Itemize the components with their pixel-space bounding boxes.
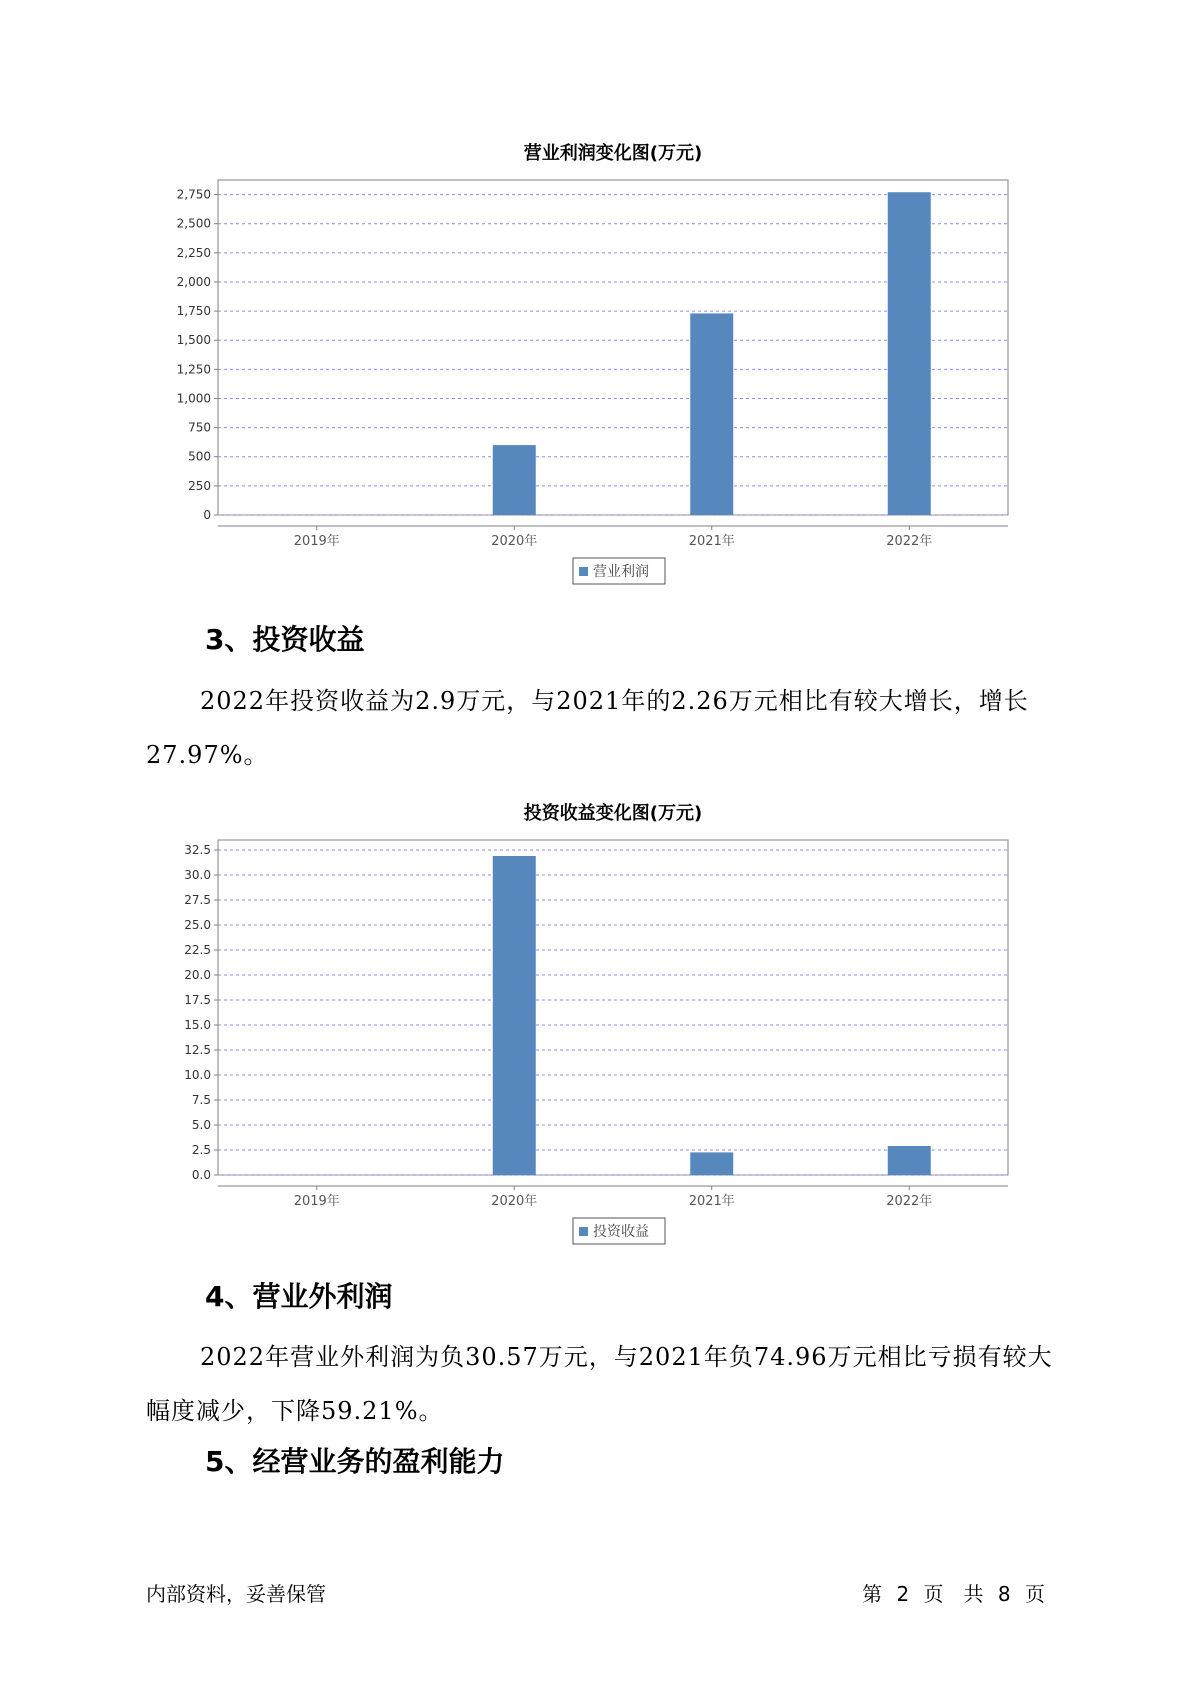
y-tick-label: 30.0 [184,868,211,882]
x-tick-label: 2020年 [491,534,538,549]
operating-profit-chart-svg [0,130,1191,590]
x-tick-label: 2022年 [886,1194,933,1209]
legend-label: 营业利润 [593,564,649,580]
y-tick-label: 17.5 [184,993,211,1007]
page-current: 2 [896,1582,910,1606]
y-tick-label: 25.0 [184,918,211,932]
operating-profit-chart [0,130,1191,590]
x-tick-label: 2019年 [293,1194,340,1209]
x-tick-label: 2020年 [491,1194,538,1209]
y-tick-label: 7.5 [191,1093,211,1107]
section-4-heading: 4、营业外利润 [205,1280,393,1313]
bar-2020年 [493,445,536,515]
x-tick-label: 2021年 [688,1194,735,1209]
page-prefix: 第 [862,1582,883,1606]
section-5-heading: 5、经营业务的盈利能力 [205,1445,505,1478]
y-tick-label: 12.5 [184,1043,211,1057]
y-tick-label: 27.5 [184,893,211,907]
page-suffix: 页 [1025,1582,1045,1606]
bar-2022年 [888,1146,931,1175]
bar-2021年 [690,313,733,515]
section-4-text: 2022年营业外利润为负30.57万元，与2021年负74.96万元相比亏损有较大幅度减少，下降59.21%。 [146,1343,1053,1425]
plot-area [218,840,1008,1175]
y-tick-label: 2.5 [191,1143,211,1157]
legend [573,558,665,584]
bar-2020年 [493,856,536,1175]
legend-swatch [579,567,588,576]
y-tick-label: 1,500 [176,333,211,348]
bar-2022年 [888,192,931,515]
y-tick-label: 22.5 [184,943,211,957]
investment-income-chart-svg [0,790,1191,1250]
x-tick-label: 2021年 [688,534,735,549]
bar-2021年 [690,1152,733,1175]
legend-swatch [579,1227,588,1236]
y-tick-label: 1,750 [176,304,211,319]
page-total: 8 [997,1582,1011,1606]
section-3-text: 2022年投资收益为2.9万元，与2021年的2.26万元相比有较大增长，增长27.97%。 [146,687,1029,769]
y-tick-label: 1,250 [176,362,211,377]
chart-title: 营业利润变化图(万元) [523,143,703,164]
y-tick-label: 0.0 [191,1168,211,1182]
y-tick-label: 5.0 [191,1118,211,1132]
y-tick-label: 20.0 [184,968,211,982]
y-tick-label: 2,500 [176,216,211,231]
y-tick-label: 15.0 [184,1018,211,1032]
x-tick-label: 2019年 [293,534,340,549]
legend-label: 投资收益 [593,1224,649,1240]
chart-title: 投资收益变化图(万元) [523,803,703,824]
y-tick-label: 1,000 [176,391,211,406]
y-tick-label: 2,000 [176,274,211,289]
footer-confidential-note: 内部资料，妥善保管 [146,1582,326,1606]
legend [573,1218,665,1244]
page-mid: 页 共 [923,1582,984,1606]
y-tick-label: 2,250 [176,245,211,260]
y-tick-label: 0 [203,508,211,522]
y-tick-label: 32.5 [184,843,211,857]
y-tick-label: 2,750 [176,187,211,202]
footer-page-number [862,1578,1045,1607]
y-tick-label: 500 [188,449,211,464]
y-tick-label: 250 [188,478,211,493]
investment-income-chart [0,790,1191,1250]
y-tick-label: 750 [188,420,211,435]
y-tick-label: 10.0 [184,1068,211,1082]
section-3-heading: 3、投资收益 [205,623,365,656]
x-tick-label: 2022年 [886,534,933,549]
